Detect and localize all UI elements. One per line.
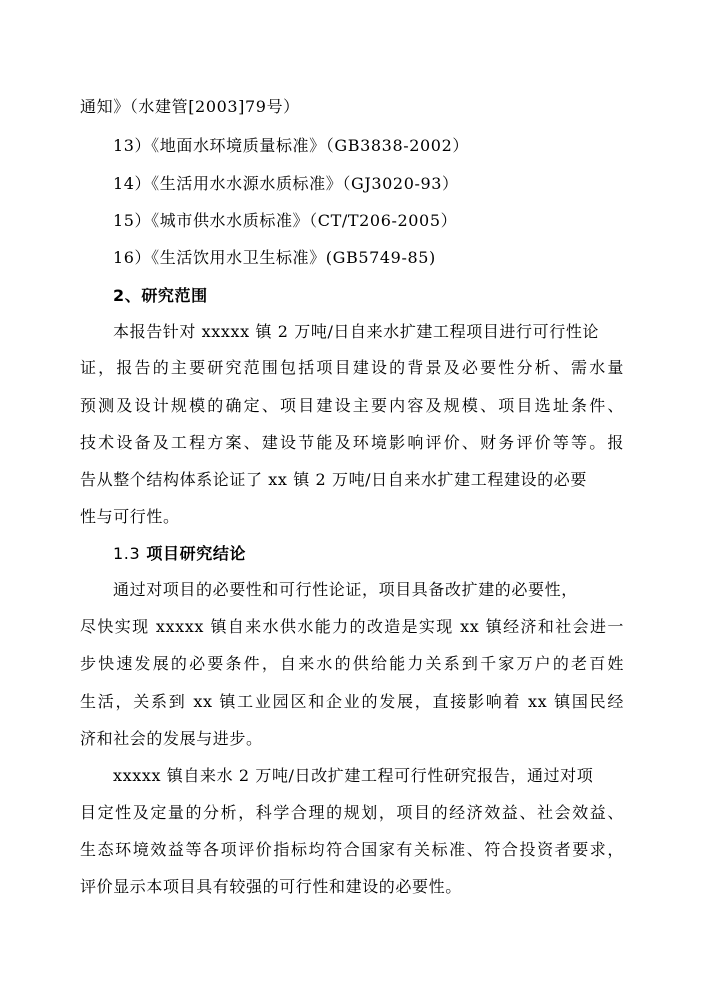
section-2-paragraph-line: 技术设备及工程方案、建设节能及环境影响评价、财务评价等等。报 [80, 433, 624, 452]
section-1-3-paragraph-line: 通过对项目的必要性和可行性论证，项目具备改扩建的必要性， [113, 580, 578, 599]
section-1-3-paragraph-line: 生活，关系到 xx 镇工业园区和企业的发展，直接影响着 xx 镇国民经 [80, 692, 624, 711]
section-1-3-heading [113, 544, 246, 564]
section-2-paragraph-line: 告从整个结构体系论证了 xx 镇 2 万吨/日自来水扩建工程建设的必要 [80, 470, 587, 489]
section-2-paragraph-line: 预测及设计规模的确定、项目建设主要内容及规模、项目选址条件、 [80, 396, 624, 415]
reference-item-16: 16）《生活饮用水卫生标准》(GB5749-85) [113, 248, 436, 267]
section-1-3-paragraph-line: 生态环境效益等各项评价指标均符合国家有关标准、符合投资者要求， [80, 840, 624, 859]
reference-item-15: 15）《城市供水水质标准》（CT/T206-2005） [113, 211, 458, 230]
reference-item-13: 13）《地面水环境质量标准》（GB3838-2002） [113, 136, 469, 155]
section-1-3-paragraph-line: 步快速发展的必要条件，自来水的供给能力关系到千家万户的老百姓 [80, 654, 624, 673]
section-2-paragraph-line: 证，报告的主要研究范围包括项目建设的背景及必要性分析、需水量 [80, 358, 624, 377]
section-1-3-paragraph-line: 济和社会的发展与进步。 [80, 729, 263, 748]
section-1-3-title: 项目研究结论 [146, 544, 247, 563]
reference-line-continued: 通知》（水建管[2003]79号） [80, 97, 300, 116]
section-2-heading: 2、研究范围 [113, 286, 208, 305]
section-1-3-paragraph-line: xxxxx 镇自来水 2 万吨/日改扩建工程可行性研究报告，通过对项 [113, 766, 594, 785]
reference-item-14: 14）《生活用水水源水质标准》（GJ3020-93） [113, 174, 459, 193]
section-2-paragraph-line: 性与可行性。 [80, 507, 180, 526]
section-1-3-paragraph-line: 目定性及定量的分析，科学合理的规划，项目的经济效益、社会效益、 [80, 803, 624, 822]
section-1-3-paragraph-line: 尽快实现 xxxxx 镇自来水供水能力的改造是实现 xx 镇经济和社会进一 [80, 617, 624, 636]
section-2-paragraph-line: 本报告针对 xxxxx 镇 2 万吨/日自来水扩建工程项目进行可行性论 [113, 322, 600, 341]
section-1-3-number: 1.3 [113, 544, 141, 563]
section-1-3-paragraph-line: 评价显示本项目具有较强的可行性和建设的必要性。 [80, 877, 462, 896]
